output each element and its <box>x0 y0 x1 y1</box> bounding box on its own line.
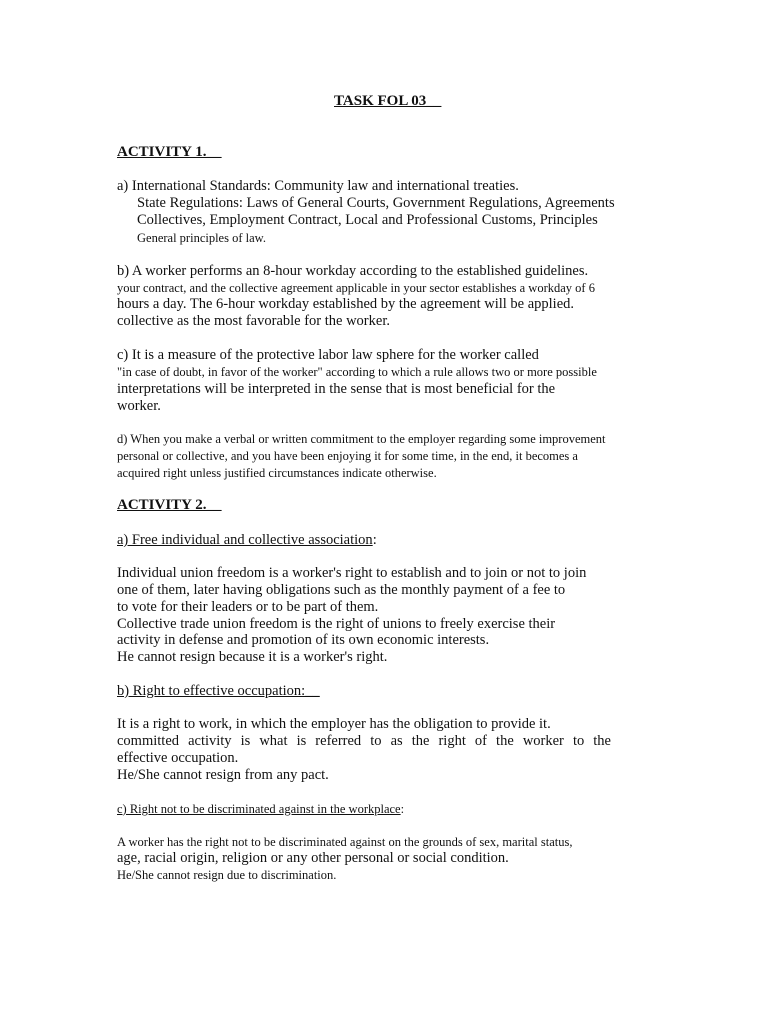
activity-2-b-heading: b) Right to effective occupation:__ <box>117 683 320 699</box>
activity-1-b-line: collective as the most favorable for the worker. <box>117 313 390 329</box>
activity-2-c-line: He/She cannot resign due to discrimination. <box>117 868 337 882</box>
activity-1-b-line: your contract, and the collective agreement applicable in your sector establishes a workday of 6 <box>117 281 595 295</box>
activity-1-c-line: interpretations will be interpreted in the sense that is most beneficial for the <box>117 381 556 397</box>
activity-2-a-line: Individual union freedom is a worker's right to establish and to join or not to join <box>117 565 587 581</box>
activity-1-c-line: "in case of doubt, in favor of the worker" according to which a rule allows two or more possible <box>117 365 597 379</box>
activity-1-b-line: b) A worker performs an 8-hour workday according to the established guidelines. <box>117 263 589 279</box>
activity-2-b-line: effective occupation. <box>117 750 239 766</box>
activity-2-heading: ACTIVITY 2.__ <box>117 497 222 513</box>
activity-2-b-line: He/She cannot resign from any pact. <box>117 767 329 783</box>
activity-1-a-line: a) International Standards: Community law and international treaties. <box>117 178 519 194</box>
activity-2-c-heading-text: c) Right not to be discriminated against in the workplace <box>117 802 401 816</box>
activity-1-heading: ACTIVITY 1.__ <box>117 144 222 160</box>
activity-2-b-line: It is a right to work, in which the employer has the obligation to provide it. <box>117 716 551 732</box>
activity-1-a-line: State Regulations: Laws of General Courts, Government Regulations, Agreements <box>137 195 615 211</box>
activity-1-d-line: acquired right unless justified circumstances indicate otherwise. <box>117 466 437 480</box>
activity-2-a-line: to vote for their leaders or to be part of them. <box>117 599 379 615</box>
activity-2-a-line: Collective trade union freedom is the right of unions to freely exercise their <box>117 616 556 632</box>
activity-1-b-line: hours a day. The 6-hour workday established by the agreement will be applied. <box>117 296 575 312</box>
activity-1-a-line: General principles of law. <box>137 231 266 245</box>
activity-2-a-line: one of them, later having obligations such as the monthly payment of a fee to <box>117 582 566 598</box>
activity-2-a-line: activity in defense and promotion of its own economic interests. <box>117 632 490 648</box>
activity-2-c-heading <box>117 801 404 818</box>
activity-2-a-heading-text: a) Free individual and collective association <box>117 532 373 548</box>
activity-2-c-line: A worker has the right not to be discriminated against on the grounds of sex, marital status, <box>117 835 573 849</box>
activity-2-c-line: age, racial origin, religion or any other personal or social condition. <box>117 850 509 866</box>
activity-1-c-line: c) It is a measure of the protective labor law sphere for the worker called <box>117 347 539 363</box>
activity-1-d-line: personal or collective, and you have been enjoying it for some time, in the end, it becomes a <box>117 449 578 463</box>
document-title: TASK FOL 03__ <box>334 93 442 109</box>
activity-2-c-heading-suffix: : <box>400 802 405 816</box>
activity-2-b-line: committed activity is what is referred to as the right of the worker to the <box>117 733 611 749</box>
activity-2-a-heading-suffix: : <box>372 532 377 548</box>
activity-2-a-line: He cannot resign because it is a worker's right. <box>117 649 388 665</box>
activity-2-a-heading <box>117 532 377 549</box>
activity-1-c-line: worker. <box>117 398 161 414</box>
activity-1-d-line: d) When you make a verbal or written commitment to the employer regarding some improvement <box>117 432 606 446</box>
activity-1-a-line: Collectives, Employment Contract, Local and Professional Customs, Principles <box>137 212 598 228</box>
